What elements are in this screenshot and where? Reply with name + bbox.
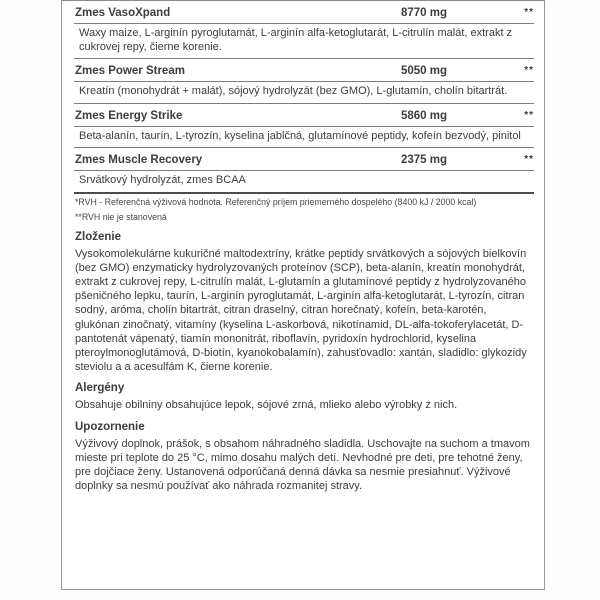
blend-header <box>74 104 534 126</box>
blend-row <box>74 104 534 149</box>
section-heading: Alergény <box>75 382 125 395</box>
blend-amount: 8770 mg <box>401 7 448 19</box>
section-allergens <box>74 374 534 412</box>
blend-header <box>74 59 534 81</box>
section-body: Vysokomolekulárne kukuričné maltodextríny, krátke peptidy srvátkových a sójových bielkovín (bez GMO) enzymaticky hydrolyzovaných proteínov (SCP), beta-alanín, kreatín monohydrát, extrakt z cukrovej repy, L-citrulín malát, L-glutamín a glutamínové peptidy z hydrolyzovaného pšeničného lepku, taurín, L-arginín pyroglutamát, L-arginín alfa-ketoglutarát, L-tyrozín, citran sodný, aróma, cholín bitartrát, citran draselný, citran horečnatý, kofeín, beta-karotén, glukónan zinočnatý, vitamíny (kyselina L-askorbová, nikotínamid, DL-alfa-tokoferylacetát, D-pantotenát vápenatý, tiamín mononitrát, riboflavín, pyridoxín hydrochlorid, kyselina pteroylmonoglutámová, D-biotín, kyanokobalamín), zahusťovadlo: xantán, sladidlo: glykozidy steviolu a a acesulfám K, čierne korenie. <box>75 247 527 374</box>
blend-name: Zmes VasoXpand <box>75 7 171 19</box>
blend-row <box>74 148 534 194</box>
section-heading: Upozornenie <box>75 420 145 433</box>
blend-amount: 5050 mg <box>401 65 448 77</box>
blend-footnote-marker: ** <box>524 7 534 18</box>
blend-name: Zmes Muscle Recovery <box>75 154 203 166</box>
blend-name: Zmes Energy Strike <box>75 109 183 122</box>
section-body: Výživový doplnok, prášok, s obsahom náhradného sladidla. Uschovajte na suchom a tmavom mieste pri teplote do 25 °C, mimo dosahu malých detí. Nevhodné pre deti, pre tehotné ženy, pre dojčiace ženy. Ustanovená odporúčaná denná dávka sa nesmie presiahnuť. Výživové doplnky sa nesmú používať ako náhrada rozmanitej stravy. <box>75 437 530 493</box>
blend-footnote-marker: ** <box>524 154 534 165</box>
blend-name: Zmes Power Stream <box>75 65 185 77</box>
blend-row <box>74 1 534 59</box>
blend-header <box>74 148 534 170</box>
blend-row <box>74 59 534 104</box>
section-composition <box>74 223 534 375</box>
blend-header <box>74 1 534 23</box>
section-body: Obsahuje obilniny obsahujúce lepok, sójové zrná, mlieko alebo výrobky z nich. <box>75 399 458 412</box>
footnote-rvh-definition: *RVH - Referenčná výživová hodnota. Referenčný príjem priemerného dospelého (8400 kJ / 2000 kcal) <box>75 196 477 207</box>
blend-amount: 2375 mg <box>401 154 448 166</box>
blend-ingredients: Waxy maize, L-arginín pyroglutamát, L-arginín alfa-ketoglutarát, L-citrulín malát, extrakt z cukrovej repy, čierne korenie. <box>79 27 513 53</box>
blend-amount: 5860 mg <box>401 109 448 122</box>
blend-footnote-marker: ** <box>524 65 534 76</box>
blend-footnote-marker: ** <box>524 109 534 121</box>
blend-ingredients: Kreatín (monohydrát + malát), sójový hydrolyzát (bez GMO), L-glutamín, cholín bitartrát. <box>79 85 508 97</box>
blend-ingredients: Srvátkový hydrolyzát, zmes BCAA <box>79 174 246 186</box>
section-warning <box>74 413 534 494</box>
nutrition-label-panel <box>61 0 545 590</box>
footnote-rvh-not-set: **RVH nie je stanovená <box>75 212 167 222</box>
blend-ingredients: Beta-alanín, taurín, L-tyrozín, kyselina jablčná, glutamínové peptidy, kofeín bezvodý, pinitol <box>79 129 521 142</box>
section-heading: Zloženie <box>75 230 122 243</box>
